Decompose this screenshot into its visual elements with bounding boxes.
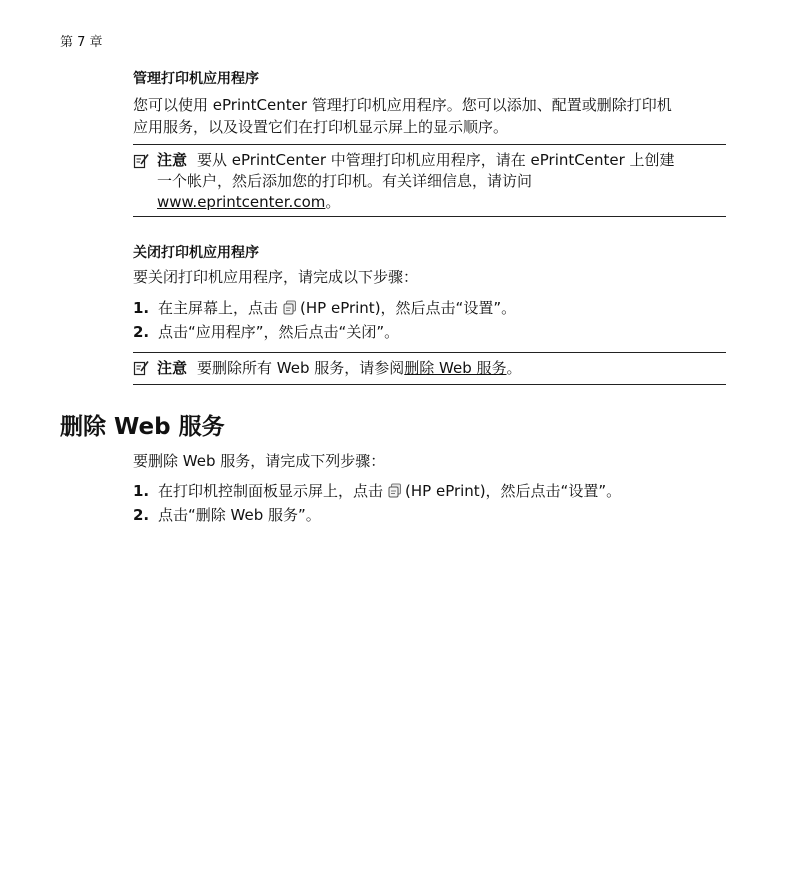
step-number: 2. bbox=[133, 323, 150, 341]
note-label: 注意 bbox=[157, 151, 188, 169]
chapter-label: 第 7 章 bbox=[60, 35, 103, 50]
section-title-close-apps: 关闭打印机应用程序 bbox=[133, 245, 259, 261]
body-line: 您可以使用 ePrintCenter 管理打印机应用程序。您可以添加、配置或删除打印机 bbox=[133, 96, 672, 114]
step-text-after: (HP ePrint)，然后点击“设置”。 bbox=[300, 299, 517, 317]
step-text: 点击“删除 Web 服务”。 bbox=[158, 506, 321, 524]
note-line: 要删除所有 Web 服务，请参阅 bbox=[197, 359, 405, 377]
step-text bbox=[158, 297, 516, 319]
note-box bbox=[133, 144, 726, 217]
link-suffix: 。 bbox=[325, 193, 341, 211]
step-text-before: 在打印机控制面板显示屏上，点击 bbox=[158, 482, 384, 500]
eprintcenter-link[interactable]: www.eprintcenter.com bbox=[157, 193, 326, 211]
note-text bbox=[157, 358, 726, 379]
note-pencil-icon bbox=[133, 360, 149, 376]
delete-web-services-link[interactable]: 删除 Web 服务 bbox=[404, 359, 507, 377]
step-text bbox=[158, 480, 621, 502]
link-suffix: 。 bbox=[506, 359, 522, 377]
step-number: 2. bbox=[133, 506, 150, 524]
note-box bbox=[133, 352, 726, 385]
note-text bbox=[157, 150, 726, 213]
hp-eprint-icon[interactable] bbox=[387, 483, 403, 499]
note-line: 要从 ePrintCenter 中管理打印机应用程序，请在 ePrintCenter 上创建 bbox=[197, 151, 675, 169]
hp-eprint-icon[interactable] bbox=[282, 300, 298, 316]
step-text-before: 在主屏幕上，点击 bbox=[158, 299, 279, 317]
section-intro-close-apps: 要关闭打印机应用程序，请完成以下步骤： bbox=[133, 268, 419, 286]
note-line: 一个帐户，然后添加您的打印机。有关详细信息，请访问 bbox=[157, 172, 533, 190]
step-text-after: (HP ePrint)，然后点击“设置”。 bbox=[405, 482, 622, 500]
step-text: 点击“应用程序”，然后点击“关闭”。 bbox=[158, 323, 400, 341]
step-number: 1. bbox=[133, 299, 150, 317]
section-title-manage-apps: 管理打印机应用程序 bbox=[133, 71, 259, 87]
body-line: 应用服务，以及设置它们在打印机显示屏上的显示顺序。 bbox=[133, 118, 509, 136]
section-intro-delete-web-services: 要删除 Web 服务，请完成下列步骤： bbox=[133, 452, 386, 470]
note-pencil-icon bbox=[133, 153, 149, 169]
section-title-delete-web-services: 删除 Web 服务 bbox=[60, 414, 225, 440]
step-number: 1. bbox=[133, 482, 150, 500]
note-label: 注意 bbox=[157, 359, 188, 377]
section-body-manage-apps bbox=[133, 94, 726, 138]
